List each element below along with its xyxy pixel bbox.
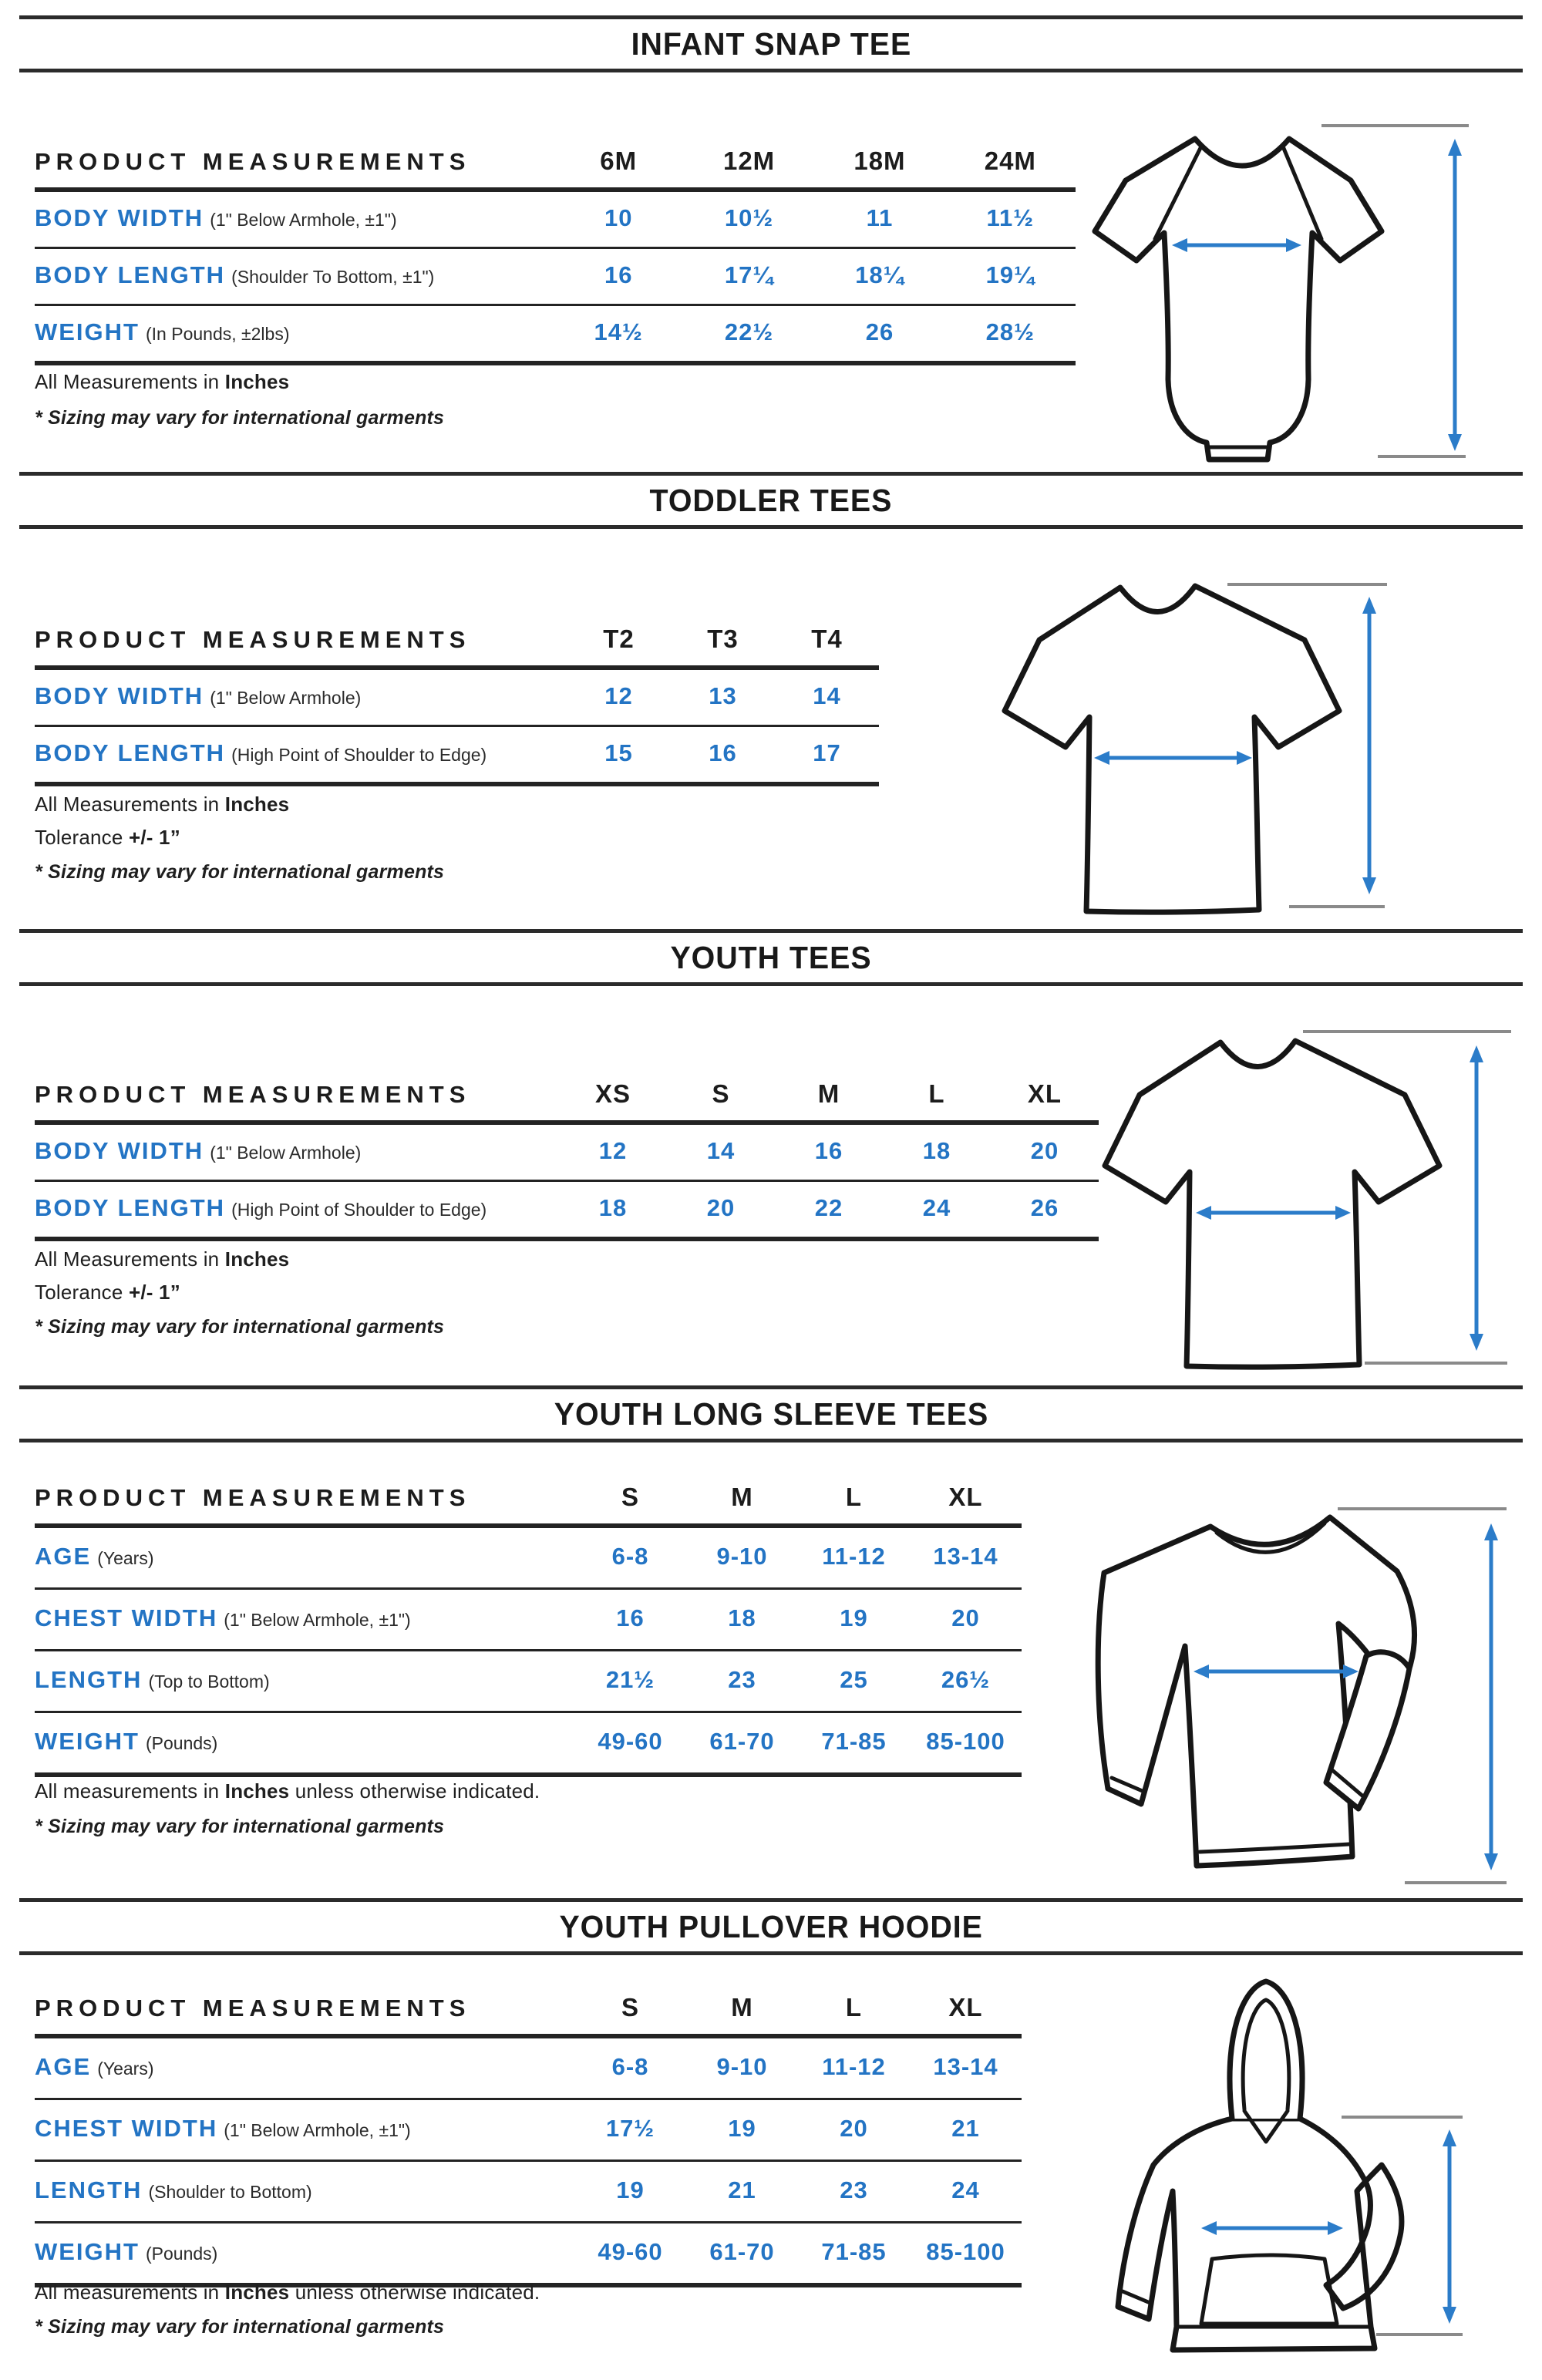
row-label: LENGTH [35,2176,143,2203]
table-row [35,1590,1022,1651]
table-header-row [35,624,879,670]
size-column-header: L [928,1079,945,1108]
measurement-value: 12 [604,682,633,709]
row-label: BODY WIDTH [35,204,204,231]
row-label: BODY LENGTH [35,1194,226,1221]
size-column-header: XL [1027,1079,1062,1108]
table-header-label: PRODUCT MEASUREMENTS [35,1081,471,1108]
tolerance-note: Tolerance +/- 1” [35,826,180,849]
size-column-header: M [731,1993,753,2021]
infant-bodysuit-illustration [1079,108,1527,470]
size-column-header: XS [594,1079,631,1108]
measurement-value: 25 [840,1666,868,1693]
row-note: (Shoulder to Bottom) [148,2182,312,2202]
table-header-row [35,1079,1099,1125]
measurement-value: 17 [813,739,841,766]
measurement-value: 71-85 [821,2238,887,2265]
size-column-header: T3 [707,624,739,653]
pullover-hoodie-illustration [1072,1958,1534,2375]
row-label: BODY LENGTH [35,739,226,766]
measurements-table [35,1483,1022,1777]
measurement-value: 19 [616,2176,645,2203]
arrowhead-icon [1343,1665,1359,1678]
measurement-value: 9-10 [716,2053,768,2080]
section-title: TODDLER TEES [649,482,893,518]
table-row [35,1528,1022,1590]
measurement-value: 15 [604,739,633,766]
size-column-header: M [731,1483,753,1511]
row-note: (1" Below Armhole) [210,1143,362,1163]
arrowhead-icon [1484,1853,1498,1870]
measurement-value: 14 [706,1137,736,1164]
tee-outline [1105,1041,1439,1367]
size-column-header: M [817,1079,840,1108]
sizing-note: * Sizing may vary for international garments [35,1316,445,1338]
measurement-value: 24 [951,2176,980,2203]
measurement-value: 21 [951,2115,980,2142]
row-note: (1" Below Armhole, ±1") [224,1610,411,1630]
measurement-value: 14½ [594,318,643,345]
measurement-value: 13-14 [933,2053,998,2080]
table-row [35,2162,1022,2223]
row-note: (Pounds) [146,2244,218,2264]
row-label: AGE [35,2053,92,2080]
row-label: BODY LENGTH [35,261,226,288]
sizing-note: * Sizing may vary for international garments [35,2316,445,2338]
hoodie-body-outline [1118,2119,1402,2350]
row-label: WEIGHT [35,2238,140,2265]
row-note: (Shoulder To Bottom, ±1") [231,267,435,287]
section-header-band [19,929,1523,986]
table-header-label: PRODUCT MEASUREMENTS [35,148,471,175]
table-row [35,2038,1022,2100]
table-header-row [35,1993,1022,2038]
section-title: YOUTH LONG SLEEVE TEES [554,1395,988,1432]
measurement-value: 11-12 [822,1543,886,1570]
arrowhead-icon [1362,877,1376,894]
measurement-value: 13-14 [933,1543,998,1570]
measurement-value: 16 [814,1137,843,1164]
measurement-value: 9-10 [716,1543,768,1570]
tolerance-note: Tolerance +/- 1” [35,1281,180,1304]
measurement-value: 20 [951,1604,980,1631]
measurement-value: 28½ [985,318,1035,345]
measurement-value: 61-70 [709,2238,775,2265]
measurement-value: 18¼ [855,261,904,288]
measurement-value: 12 [598,1137,628,1164]
measurement-value: 49-60 [598,1728,663,1755]
section-title: INFANT SNAP TEE [631,25,911,62]
table-row [35,2223,1022,2287]
section-header-band [19,1898,1523,1955]
table-row [35,1651,1022,1713]
measurement-value: 24 [922,1194,951,1221]
measurement-value: 18 [728,1604,756,1631]
section-title: YOUTH PULLOVER HOODIE [559,1908,983,1944]
table-row [35,306,1076,365]
measurement-value: 26 [865,318,894,345]
size-column-header: L [845,1993,863,2021]
youth-tee-illustration [1095,1018,1542,1380]
size-column-header: 24M [984,146,1036,175]
measurement-value: 26 [1030,1194,1059,1221]
table-header-label: PRODUCT MEASUREMENTS [35,1484,471,1511]
measurement-value: 20 [1030,1137,1059,1164]
row-label: AGE [35,1543,92,1570]
row-note: (Top to Bottom) [148,1671,270,1692]
section-header-band [19,15,1523,72]
units-note: All Measurements in Inches [35,1247,290,1271]
table-row [35,1182,1099,1241]
row-note: (1" Below Armhole, ±1") [224,2120,411,2140]
row-note: (1" Below Armhole, ±1") [210,210,397,230]
measurement-value: 17½ [605,2115,655,2142]
measurement-value: 21 [728,2176,756,2203]
measurement-value: 10½ [724,204,774,231]
measurement-value: 23 [728,1666,756,1693]
units-note: All Measurements in Inches [35,370,290,393]
size-column-header: S [621,1483,639,1511]
measurement-value: 20 [840,2115,868,2142]
arrowhead-icon [1448,434,1462,451]
measurement-value: 6-8 [611,1543,649,1570]
size-column-header: XL [948,1993,983,2021]
size-column-header: 18M [853,146,906,175]
size-column-header: 6M [600,146,638,175]
table-header-label: PRODUCT MEASUREMENTS [35,626,471,653]
measurement-value: 11½ [986,204,1035,231]
measurement-value: 22 [814,1194,843,1221]
arrowhead-icon [1470,1045,1483,1062]
row-note: (Pounds) [146,1733,218,1753]
toddler-tee-illustration [995,563,1457,917]
measurement-value: 16 [604,261,633,288]
measurement-value: 18 [598,1194,628,1221]
table-row [35,670,879,727]
table-row [35,1125,1099,1182]
row-label: WEIGHT [35,318,140,345]
measurement-value: 85-100 [926,2238,1005,2265]
row-label: LENGTH [35,1666,143,1693]
row-label: CHEST WIDTH [35,2115,218,2142]
units-note: All Measurements in Inches [35,793,290,816]
table-header-row [35,1483,1022,1528]
measurement-value: 49-60 [598,2238,663,2265]
arrowhead-icon [1484,1523,1498,1540]
row-label: BODY WIDTH [35,682,204,709]
measurements-table [35,1993,1022,2287]
row-note: (Years) [97,2059,154,2079]
long-sleeve-tee-illustration [1064,1465,1527,1897]
row-note: (1" Below Armhole) [210,688,362,708]
measurement-value: 71-85 [821,1728,887,1755]
table-header-row [35,146,1076,192]
measurement-value: 21½ [605,1666,655,1693]
units-note: All measurements in Inches unless otherwise indicated. [35,2281,540,2304]
measurement-value: 18 [922,1137,951,1164]
size-column-header: XL [948,1483,983,1511]
measurement-value: 85-100 [926,1728,1005,1755]
measurements-table [35,1079,1099,1241]
measurement-value: 23 [840,2176,868,2203]
section-header-band [19,472,1523,529]
size-column-header: 12M [722,146,776,175]
measurements-table [35,146,1076,365]
measurement-value: 17¼ [724,261,774,288]
table-row [35,249,1076,306]
measurement-value: 11-12 [822,2053,886,2080]
arrowhead-icon [1448,139,1462,156]
arrowhead-icon [1362,597,1376,614]
measurement-value: 19 [728,2115,756,2142]
row-note: (High Point of Shoulder to Edge) [231,1200,487,1220]
measurement-value: 19¼ [985,261,1035,288]
tee-outline [1005,586,1339,912]
measurement-value: 14 [813,682,841,709]
row-note: (High Point of Shoulder to Edge) [231,745,487,765]
measurement-value: 26½ [941,1666,991,1693]
measurement-value: 6-8 [611,2053,649,2080]
size-column-header: T2 [603,624,635,653]
table-row [35,1713,1022,1777]
infant-bodysuit-outline [1095,139,1382,460]
measurement-value: 10 [604,204,633,231]
section-title: YOUTH TEES [670,939,872,975]
measurement-value: 16 [709,739,737,766]
measurement-value: 13 [709,682,737,709]
measurement-value: 22½ [724,318,774,345]
measurements-table [35,624,879,786]
measurement-value: 19 [840,1604,868,1631]
arrowhead-icon [1443,2307,1456,2324]
size-column-header: T4 [811,624,843,653]
row-label: BODY WIDTH [35,1137,204,1164]
section-header-band [19,1385,1523,1442]
sizing-note: * Sizing may vary for international garments [35,861,445,883]
row-note: (Years) [97,1548,154,1568]
sizing-note: * Sizing may vary for international garments [35,407,445,429]
arrowhead-icon [1443,2129,1456,2146]
row-label: CHEST WIDTH [35,1604,218,1631]
table-header-label: PRODUCT MEASUREMENTS [35,1995,471,2021]
row-label: WEIGHT [35,1728,140,1755]
units-note: All measurements in Inches unless otherwise indicated. [35,1779,540,1803]
size-column-header: S [621,1993,639,2021]
measurement-value: 61-70 [709,1728,775,1755]
measurement-value: 16 [616,1604,645,1631]
measurement-value: 20 [706,1194,736,1221]
row-note: (In Pounds, ±2lbs) [146,324,290,344]
sizing-note: * Sizing may vary for international garments [35,1816,445,1837]
arrowhead-icon [1470,1334,1483,1351]
size-column-header: L [845,1483,863,1511]
table-row [35,192,1076,249]
table-row [35,727,879,786]
table-row [35,2100,1022,2162]
size-column-header: S [712,1079,730,1108]
measurement-value: 11 [866,204,894,231]
